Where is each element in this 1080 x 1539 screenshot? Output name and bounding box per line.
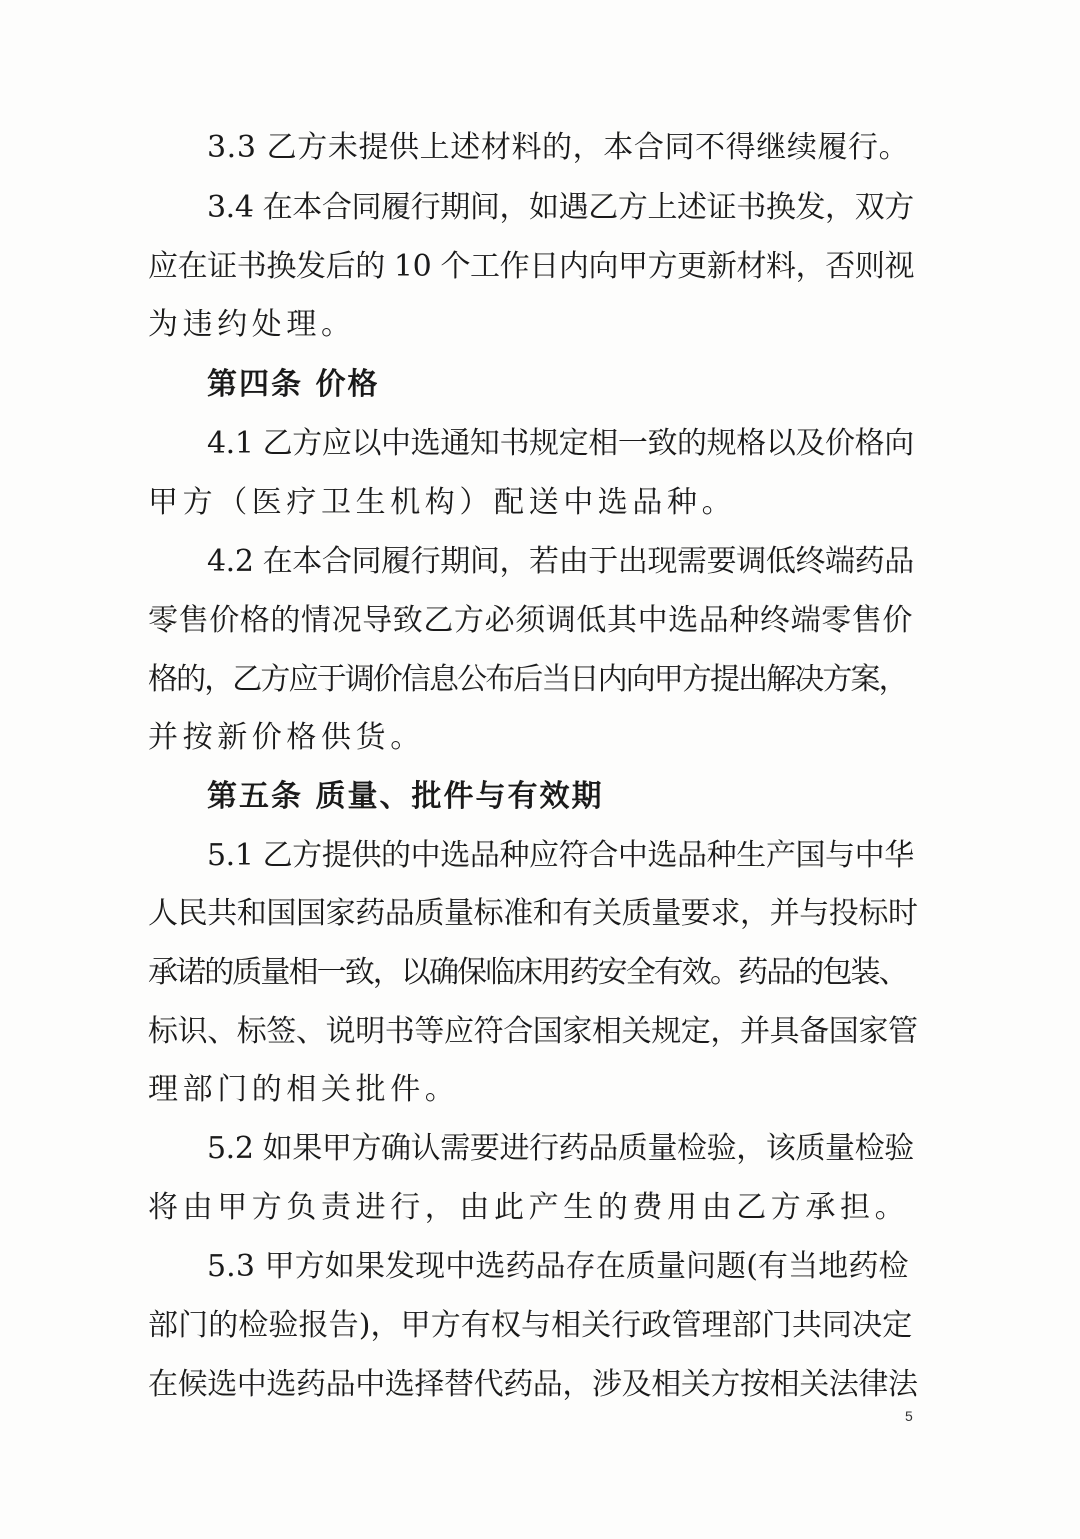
clause-5-2-line-2: 将由甲方负责进行，由此产生的费用由乙方承担。	[148, 1190, 910, 1225]
clause-4-2-line-1: 4.2 在本合同履行期间，若由于出现需要调低终端药品	[207, 544, 914, 579]
clause-5-3-line-1: 5.3 甲方如果发现中选药品存在质量问题(有当地药检	[207, 1249, 909, 1284]
clause-3-4-line-2: 应在证书换发后的 10 个工作日内向甲方更新材料，否则视	[148, 249, 915, 284]
page-number: 5	[905, 1408, 913, 1424]
article-4-heading: 第四条 价格	[207, 367, 380, 402]
clause-5-1-line-4: 标识、标签、说明书等应符合国家相关规定，并具备国家管	[148, 1014, 918, 1049]
clause-5-1-line-5: 理部门的相关批件。	[148, 1072, 460, 1107]
clause-5-1-line-1: 5.1 乙方提供的中选品种应符合中选品种生产国与中华	[207, 838, 914, 873]
clause-4-2-line-3: 格的，乙方应于调价信息公布后当日内向甲方提出解决方案，	[148, 662, 907, 697]
clause-4-2-line-2: 零售价格的情况导致乙方必须调低其中选品种终端零售价	[148, 603, 913, 638]
clause-5-1-line-3: 承诺的质量相一致，以确保临床用药安全有效。药品的包装、	[148, 955, 907, 990]
clause-5-1-line-2: 人民共和国国家药品质量标准和有关质量要求，并与投标时	[148, 896, 918, 931]
clause-5-3-line-3: 在候选中选药品中选择替代药品，涉及相关方按相关法律法	[148, 1367, 918, 1402]
clause-5-2-line-1: 5.2 如果甲方确认需要进行药品质量检验，该质量检验	[207, 1131, 914, 1166]
clause-3-4-line-3: 为违约处理。	[148, 307, 356, 342]
clause-5-3-line-2: 部门的检验报告)，甲方有权与相关行政管理部门共同决定	[148, 1308, 913, 1343]
clause-4-2-line-4: 并按新价格供货。	[148, 720, 425, 755]
clause-3-4-line-1: 3.4 在本合同履行期间，如遇乙方上述证书换发，双方	[207, 190, 914, 225]
clause-3-3: 3.3 乙方未提供上述材料的，本合同不得继续履行。	[207, 130, 910, 165]
clause-4-1-line-2: 甲方（医疗卫生机构）配送中选品种。	[148, 485, 737, 520]
article-5-heading: 第五条 质量、批件与有效期	[207, 779, 604, 814]
clause-4-1-line-1: 4.1 乙方应以中选通知书规定相一致的规格以及价格向	[207, 426, 914, 461]
